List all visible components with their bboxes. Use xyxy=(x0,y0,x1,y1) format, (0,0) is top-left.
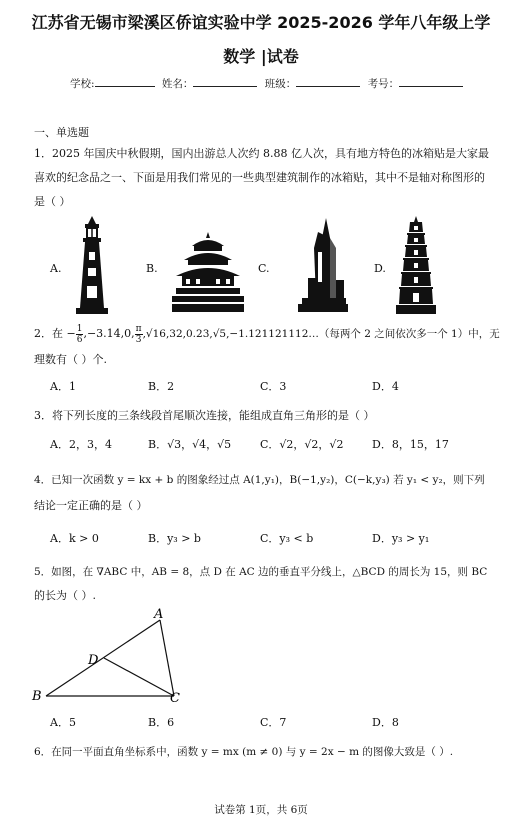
school-blank xyxy=(95,76,155,87)
side-ac xyxy=(160,620,174,696)
q2-option-d: D．4 xyxy=(372,380,399,393)
q1-option-b-label: B. xyxy=(146,262,158,275)
point-d-label: D xyxy=(88,653,99,668)
name-label: 姓名： xyxy=(161,78,194,90)
school-label: 学校: xyxy=(70,78,95,90)
question-1-figures xyxy=(34,214,490,324)
class-label: 班级： xyxy=(264,78,297,90)
question-2-line-1 xyxy=(34,322,500,346)
vertex-a-label: A xyxy=(154,607,164,622)
q4-option-c: C．y₃ < b xyxy=(260,532,314,545)
class-blank xyxy=(296,76,360,87)
number-blank xyxy=(399,76,463,87)
lighthouse-figure xyxy=(72,216,112,316)
section-heading: 一、单选题 xyxy=(34,126,89,139)
q2-pi-denominator: 3 xyxy=(135,334,142,345)
q1-option-a-label: A. xyxy=(50,262,62,275)
question-5-line-1: 5．如图，在 ∇ABC 中，AB = 8，点 D 在 AC 边的垂直平分线上，△BCD 的周长为 15，则 BC xyxy=(34,566,488,578)
q2-option-c: C．3 xyxy=(260,380,287,393)
temple-of-heaven-figure xyxy=(172,232,244,314)
q3-option-d: D．8，15，17 xyxy=(372,438,449,451)
q2-fraction-denominator: 6 xyxy=(76,334,83,345)
question-4-line-1: 4．已知一次函数 y = kx + b 的图象经过点 A(1,y₁)，B(−1,y₂)，C(−k,y₃) 若 y₁ < y₂，则下列 xyxy=(34,474,485,486)
q2-text-b: ,−3.14,0, xyxy=(83,327,135,340)
question-4-options xyxy=(50,530,490,546)
question-6-text: 6．在同一平面直角坐标系中，函数 y = mx (m ≠ 0) 与 y = 2x − m 的图像大致是（ ）. xyxy=(34,746,454,758)
question-2-options xyxy=(50,378,490,394)
q5-option-c: C．7 xyxy=(260,716,287,729)
q4-option-b: B．y₃ > b xyxy=(148,532,201,545)
q2-fraction-numerator: 1 xyxy=(76,323,83,334)
q4-option-d: D．y₃ > y₁ xyxy=(372,532,430,545)
page-subtitle: 数学 |试卷 xyxy=(223,47,299,66)
q2-fraction-pi-third xyxy=(135,324,143,345)
name-blank xyxy=(193,76,257,87)
student-info-row xyxy=(70,76,467,91)
q5-option-d: D．8 xyxy=(372,716,399,729)
triangle-abc-figure xyxy=(30,604,200,710)
q3-option-b: B．√3，√4，√5 xyxy=(148,438,232,451)
question-3-options xyxy=(50,436,490,452)
segment-dc xyxy=(104,658,174,696)
q5-option-b: B．6 xyxy=(148,716,175,729)
q2-text-c: ,√16,32,0.23,√5,−1.121121112…（每两个 2 之间依次多一个 1）中，无 xyxy=(142,328,500,340)
question-1-text: 1．2025 年国庆中秋假期，国内出游总人次约 8.88 亿人次，具有地方特色的冰箱贴是大家最喜欢的纪念品之一、下面是用我们常见的一些典型建筑制作的冰箱贴，其中不是轴对称图形的是（ ） xyxy=(34,147,489,208)
side-ab xyxy=(46,620,160,696)
pagoda-figure xyxy=(396,216,436,316)
vertex-b-label: B xyxy=(32,689,42,704)
question-5-line-2: 的长为（ ）. xyxy=(34,589,96,602)
q5-option-a: A．5 xyxy=(50,716,76,729)
question-3-text: 3．将下列长度的三条线段首尾顺次连接，能组成直角三角形的是（ ） xyxy=(34,409,375,422)
page-footer: 试卷第 1页，共 6页 xyxy=(214,804,308,816)
q2-pi-numerator: π xyxy=(135,323,142,334)
question-4-line-2: 结论一定正确的是（ ） xyxy=(34,499,148,512)
vertex-c-label: C xyxy=(170,691,180,706)
q3-option-c: C．√2，√2，√2 xyxy=(260,438,344,451)
q4-option-a: A．k > 0 xyxy=(50,532,99,545)
q2-text-a: 2．在 − xyxy=(34,327,76,340)
q1-option-d-label: D. xyxy=(374,262,386,275)
q3-option-a: A．2，3，4 xyxy=(50,438,112,451)
q2-option-b: B．2 xyxy=(148,380,175,393)
question-5-options xyxy=(50,714,490,730)
number-label: 考号： xyxy=(367,78,400,90)
monument-tower-figure xyxy=(296,218,348,314)
page-title: 江苏省无锡市梁溪区侨谊实验中学 2025-2026 学年八年级上学 xyxy=(31,13,491,32)
question-2-line-2: 理数有（ ）个. xyxy=(34,353,107,366)
q1-option-c-label: C. xyxy=(258,262,270,275)
q2-option-a: A．1 xyxy=(50,380,76,393)
